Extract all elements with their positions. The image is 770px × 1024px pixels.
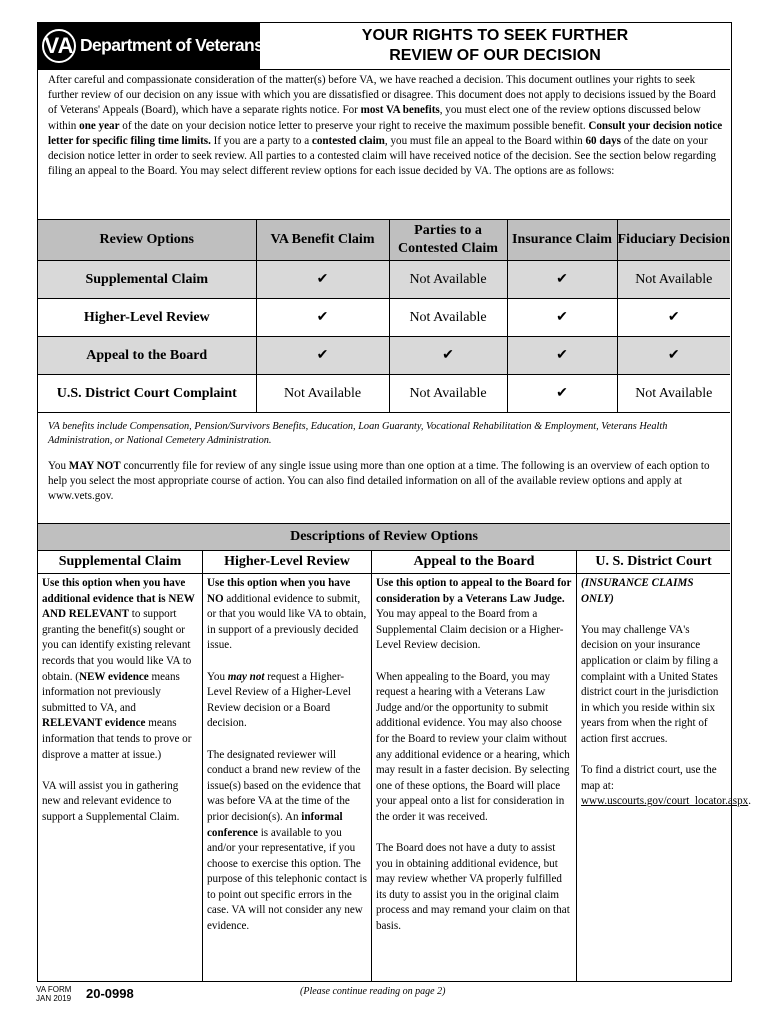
column-heading: Supplemental Claim [38, 550, 202, 574]
column-heading: Higher-Level Review [203, 550, 371, 574]
table-header: Insurance Claim [507, 220, 617, 261]
table-cell: ✔ [389, 337, 507, 375]
benefits-footnote: VA benefits include Compensation, Pension/Survivors Benefits, Education, Loan Guaranty, Vocational Rehabilitation & Employment, Veterans Health Administration, or National Cemetery Administration. [48, 421, 668, 446]
row-label: Supplemental Claim [38, 261, 256, 299]
table-cell: ✔ [617, 337, 730, 375]
district-court-column: U. S. District Court (INSURANCE CLAIMS ONLY) You may challenge VA's decision on your insurance application or claim by filing a complaint with a United States district court in the jurisdiction in which you reside within six years from when the right of action first accrues. To find a district court, use the map at: www.uscourts.gov/court_locator.aspx. [577, 550, 730, 982]
form-header [38, 23, 730, 70]
table-cell: ✔ [256, 299, 389, 337]
row-label: Higher-Level Review [38, 299, 256, 337]
form-label: VA FORM JAN 2019 [36, 985, 72, 1003]
table-cell: Not Available [256, 375, 389, 413]
table-cell: ✔ [507, 375, 617, 413]
table-header: Fiduciary Decision [617, 220, 730, 261]
higher-level-review-column: Higher-Level Review Use this option when you have NO additional evidence to submit, or that you would like VA to obtain, in support of a previously decided issue. You may not request a Higher-Level Review of a Higher-Level Review decision or a Board decision. The designated reviewer will conduct a brand new review of the issue(s) based on the evidence that was before VA at the time of the prior decision(s). An informal conference is available to you and/or your representative, if you choose to exercise this option. The purpose of this telephonic contact is to point out specific errors in the case. VA will not consider any new evidence. [203, 550, 372, 982]
document-title: YOUR RIGHTS TO SEEK FURTHER REVIEW OF OUR DECISION [361, 27, 629, 64]
continue-note: (Please continue reading on page 2) [300, 986, 446, 997]
table-header: Review Options [38, 220, 256, 261]
column-heading: U. S. District Court [577, 550, 730, 574]
agency-name: Department of Veterans Affairs [80, 35, 319, 55]
va-logo [38, 23, 319, 69]
row-label: U.S. District Court Complaint [38, 375, 256, 413]
review-options-table [38, 219, 730, 413]
table-cell: ✔ [256, 261, 389, 299]
court-locator-link[interactable]: www.uscourts.gov/court_locator.aspx [581, 795, 749, 808]
table-row [38, 299, 730, 337]
table-header: VA Benefit Claim [256, 220, 389, 261]
table-cell: ✔ [617, 299, 730, 337]
row-label: Appeal to the Board [38, 337, 256, 375]
appeal-board-column: Appeal to the Board Use this option to appeal to the Board for consideration by a Veterans Law Judge. You may appeal to the Board from a Supplemental Claim decision or a Higher-Level Review decision. When appealing to the Board, you may request a hearing with a Veterans Law Judge and/or the opportunity to submit additional evidence. You may also choose for the Board to review your claim without any additional evidence or a hearing, which may result in a faster decision. By selecting one of these options, the Board will place your appeal onto a list for consideration in the order it was received. The Board does not have a duty to assist you in obtaining additional evidence, but may review whether VA properly fulfilled its duty to assist you in the original claim process and may remand your claim on that basis. [372, 550, 577, 982]
form-number: 20-0998 [86, 986, 134, 1001]
table-cell: Not Available [617, 375, 730, 413]
table-row [38, 337, 730, 375]
descriptions-title: Descriptions of Review Options [38, 523, 730, 551]
intro-paragraph: After careful and compassionate consideration of the matter(s) before VA, we have reached a decision. This document outlines your rights to seek further review of our decision on any issue with which you are dissatisfied or disagree. This document does not apply to decisions issued by the Board of Veterans' Appeals (Board), which have a separate rights notice. For most VA benefits, you must elect one of the review options discussed below within one year of the date on your decision notice letter to preserve your right to receive the maximum possible benefit. Consult your decision notice letter for specific filing time limits. If you are a party to a contested claim, you must file an appeal to the Board within 60 days of the date on your decision notice letter in order to seek review. All parties to a contested claim will have received notice of the decision. See the section below regarding filing an appeal to the Board. You may select different review options for each issue decided by VA. The options are as follows: [48, 74, 723, 178]
table-cell: Not Available [617, 261, 730, 299]
table-cell: ✔ [507, 337, 617, 375]
va-seal-icon: VA [42, 29, 76, 63]
table-cell: Not Available [389, 375, 507, 413]
supplemental-claim-column: Supplemental Claim Use this option when you have additional evidence that is NEW AND RELEVANT to support granting the benefit(s) sought or you can identify existing relevant records that you would like VA to obtain. (NEW evidence means information not previously submitted to VA, and RELEVANT evidence means information that tends to prove or disprove a matter at issue.) VA will assist you in gathering new and relevant evidence to support a Supplemental Claim. [38, 550, 203, 982]
overview-paragraph: You MAY NOT concurrently file for review of any single issue using more than one option at a time. The following is an overview of each option to help you select the most appropriate course of action. You can also find detailed information on all of the available review options and apply at www.vets.gov. [48, 460, 710, 503]
table-cell: ✔ [507, 299, 617, 337]
table-cell: Not Available [389, 299, 507, 337]
table-cell: ✔ [256, 337, 389, 375]
table-cell: ✔ [507, 261, 617, 299]
table-header-row [38, 220, 730, 261]
table-header: Parties to a Contested Claim [389, 220, 507, 261]
table-row [38, 261, 730, 299]
column-heading: Appeal to the Board [372, 550, 576, 574]
descriptions-columns [38, 550, 751, 982]
table-row [38, 375, 730, 413]
form-frame [37, 22, 751, 982]
table-cell: Not Available [389, 261, 507, 299]
